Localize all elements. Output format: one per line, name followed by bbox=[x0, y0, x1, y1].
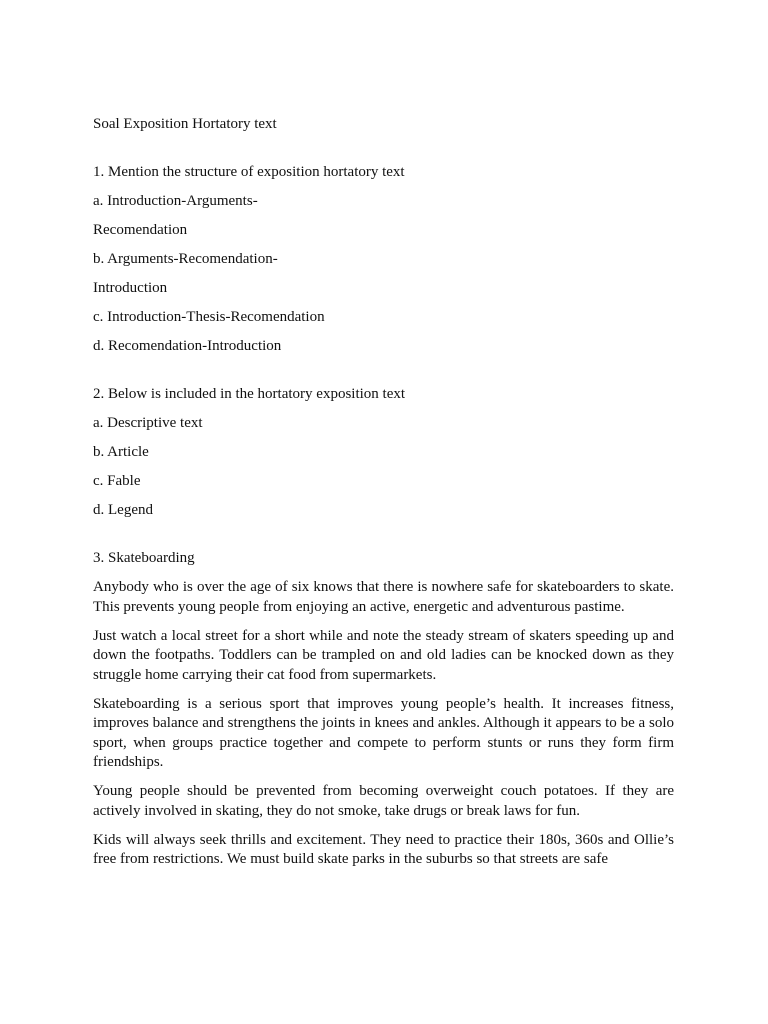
q2-option-b: b. Article bbox=[93, 444, 149, 460]
q3-paragraph-4: Young people should be prevented from becoming overweight couch potatoes. If they are actively involved in skating, they do not smoke, take drugs or break laws for fun. bbox=[93, 783, 674, 819]
q3-paragraph-2: Just watch a local street for a short while and note the steady stream of skaters speeding up and down the footpaths. Toddlers can be trampled on and old ladies can be knocked down as they struggle home carrying their cat food from supermarkets. bbox=[93, 627, 674, 683]
q2-option-a: a. Descriptive text bbox=[93, 415, 203, 431]
document-title: Soal Exposition Hortatory text bbox=[93, 116, 277, 132]
question-1: 1. Mention the structure of exposition hortatory text bbox=[93, 164, 405, 180]
q1-option-b-line-1: b. Arguments-Recomendation- bbox=[93, 251, 278, 267]
document-body bbox=[93, 115, 674, 879]
q3-paragraph-3: Skateboarding is a serious sport that improves young people’s health. It increases fitness, improves balance and strengthens the joints in knees and ankles. Although it appears to be a solo sport, when groups practice together and compete to perform stunts or runs they form firm friendships. bbox=[93, 695, 674, 770]
q1-option-a-line-1: a. Introduction-Arguments- bbox=[93, 193, 258, 209]
q1-option-d: d. Recomendation-Introduction bbox=[93, 338, 282, 354]
q3-paragraph-5: Kids will always seek thrills and excitement. They need to practice their 180s, 360s and Ollie’s free from restrictions. We must build skate parks in the suburbs so that streets are safe bbox=[93, 831, 674, 867]
spacer bbox=[93, 144, 674, 163]
q3-paragraph-1: Anybody who is over the age of six knows that there is nowhere safe for skateboarders to skate. This prevents young people from enjoying an active, energetic and adventurous pastime. bbox=[93, 579, 674, 615]
q1-option-b-line-2: Introduction bbox=[93, 280, 168, 296]
q2-option-d: d. Legend bbox=[93, 502, 153, 518]
question-3-heading: 3. Skateboarding bbox=[93, 550, 195, 566]
q1-option-a-line-2: Recomendation bbox=[93, 222, 188, 238]
q2-option-c: c. Fable bbox=[93, 473, 141, 489]
question-2: 2. Below is included in the hortatory exposition text bbox=[93, 386, 406, 402]
spacer bbox=[93, 366, 674, 385]
q1-option-c: c. Introduction-Thesis-Recomendation bbox=[93, 309, 325, 325]
spacer bbox=[93, 530, 674, 549]
